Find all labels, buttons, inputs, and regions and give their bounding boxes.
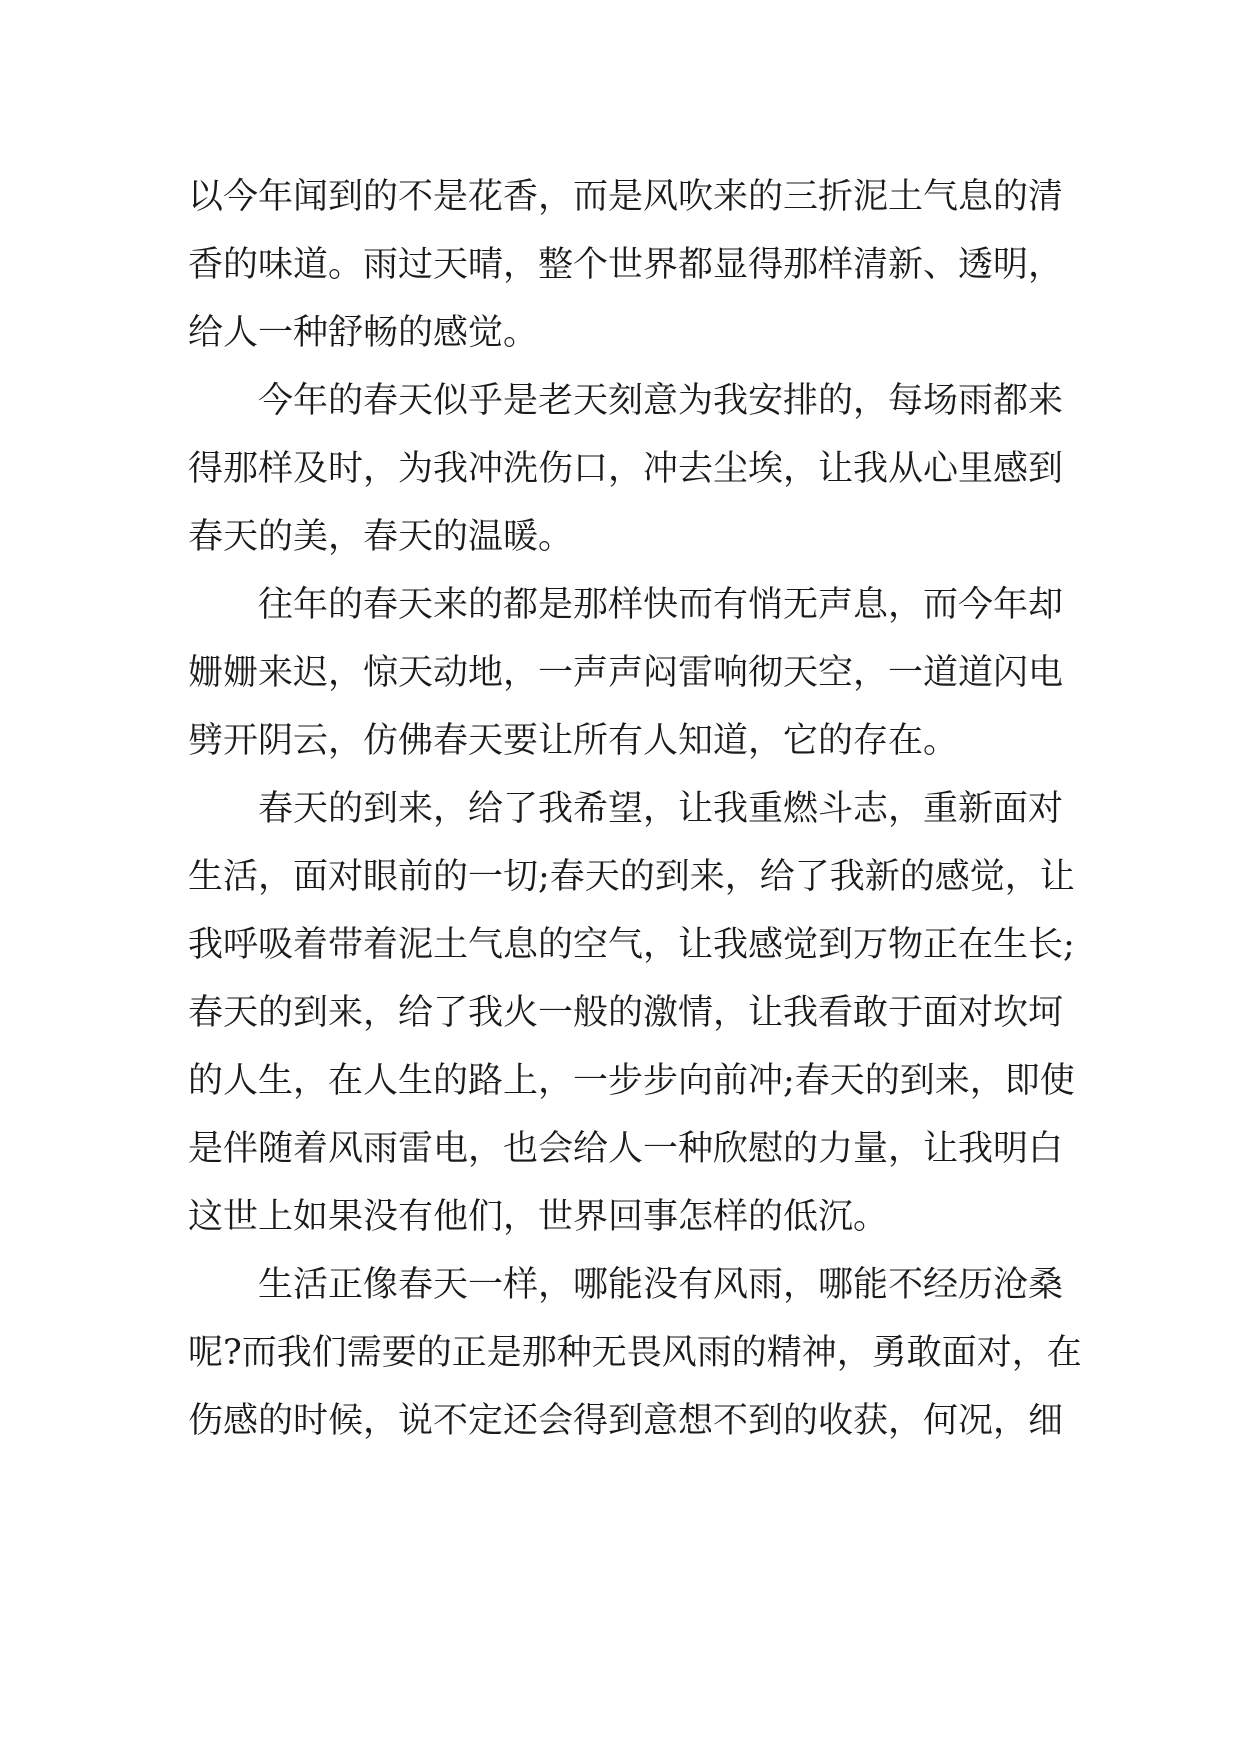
text-line: 生活正像春天一样，哪能没有风雨，哪能不经历沧桑 [258,1265,1064,1305]
text-line: 往年的春天来的都是那样快而有悄无声息，而今年却 [258,585,1064,625]
text-line: 以今年闻到的不是花香，而是风吹来的三折泥土气息的清 [188,177,1064,217]
text-line: 香的味道。雨过天晴，整个世界都显得那样清新、透明， [188,245,1064,285]
paragraph [188,571,1064,775]
text-line: 春天的到来，给了我希望，让我重燃斗志，重新面对 [258,789,1064,829]
text-line: 春天的美，春天的温暖。 [188,517,574,557]
text-line: 今年的春天似乎是老天刻意为我安排的，每场雨都来 [258,381,1064,421]
text-line: 生活，面对眼前的一切;春天的到来，给了我新的感觉，让 [188,857,1075,897]
text-line: 呢?而我们需要的正是那种无畏风雨的精神，勇敢面对，在 [188,1333,1082,1373]
essay-body [188,163,1082,1455]
text-line: 是伴随着风雨雷电，也会给人一种欣慰的力量，让我明白 [188,1129,1064,1169]
text-line: 姗姗来迟，惊天动地，一声声闷雷响彻天空，一道道闪电 [188,653,1064,693]
text-line: 伤感的时候，说不定还会得到意想不到的收获，何况，细 [188,1401,1064,1441]
text-line: 春天的到来，给了我火一般的激情，让我看敢于面对坎坷 [188,993,1064,1033]
text-line: 我呼吸着带着泥土气息的空气，让我感觉到万物正在生长; [188,925,1075,965]
paragraph [188,1251,1082,1455]
text-line: 得那样及时，为我冲洗伤口，冲去尘埃，让我从心里感到 [188,449,1064,489]
text-line: 给人一种舒畅的感觉。 [188,313,539,353]
paragraph [188,163,1064,367]
paragraph [188,367,1064,571]
paragraph [188,775,1075,1251]
text-line: 的人生，在人生的路上，一步步向前冲;春天的到来，即使 [188,1061,1075,1101]
text-line: 劈开阴云，仿佛春天要让所有人知道，它的存在。 [188,721,959,761]
text-line: 这世上如果没有他们，世界回事怎样的低沉。 [188,1197,889,1237]
